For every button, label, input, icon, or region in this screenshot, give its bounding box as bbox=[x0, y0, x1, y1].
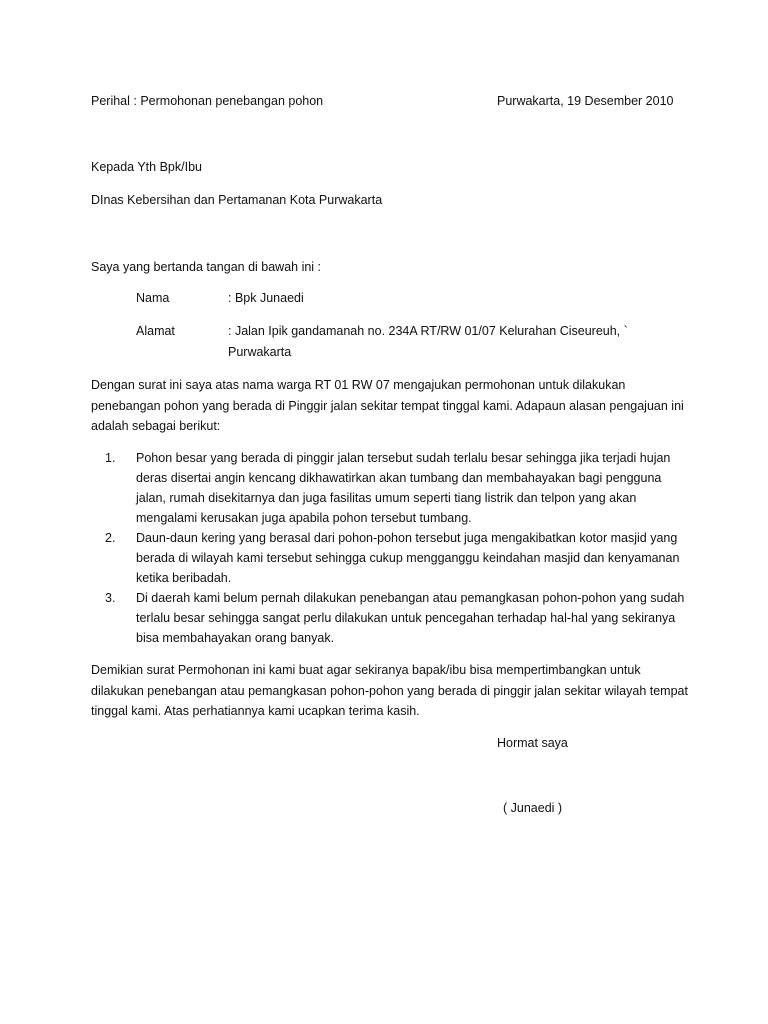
address-value-line1: : Jalan Ipik gandamanah no. 234A RT/RW 01/07 Kelurahan Ciseureuh, ` bbox=[228, 324, 628, 338]
list-item-text: Di daerah kami belum pernah dilakukan penebangan atau pemangkasan pohon-pohon yang sudah terlalu besar sehingga sangat perlu dilakukan untuk pencegahan terhadap hal-hal yang sekiranya bisa membahayakan orang banyak. bbox=[136, 591, 685, 645]
name-label: Nama bbox=[136, 291, 170, 305]
list-item bbox=[91, 528, 691, 588]
signature-name: ( Junaedi ) bbox=[503, 801, 563, 815]
closing-paragraph: Demikian surat Permohonan ini kami buat agar sekiranya bapak/ibu bisa mempertimbangkan untuk dilakukan penebangan atau pemangkasan pohon-pohon yang berada di pinggir jalan sekitar wilayah tempat tinggal kami. Atas perhatiannya kami ucapkan terima kasih. bbox=[91, 663, 688, 718]
address-value-line2: Purwakarta bbox=[228, 345, 292, 359]
name-value: : Bpk Junaedi bbox=[228, 291, 304, 305]
intro-line: Saya yang bertanda tangan di bawah ini : bbox=[91, 260, 322, 274]
list-item-text: Daun-daun kering yang berasal dari pohon-pohon tersebut juga mengakibatkan kotor masjid yang berada di wilayah kami tersebut sehingga cukup mengganggu keindahan masjid dan kenyamanan ketika beribadah. bbox=[136, 531, 680, 585]
body-paragraph: Dengan surat ini saya atas nama warga RT 01 RW 07 mengajukan permohonan untuk dilakukan penebangan pohon yang berada di Pinggir jalan sekitar tempat tinggal kami. Adapaun alasan pengajuan ini adalah sebagai berikut: bbox=[91, 378, 684, 433]
place-date: Purwakarta, 19 Desember 2010 bbox=[497, 94, 674, 108]
list-item-number: 3. bbox=[105, 591, 116, 605]
list-item bbox=[91, 448, 691, 528]
subject-line: Perihal : Permohonan penebangan pohon bbox=[91, 94, 324, 108]
regards-line: Hormat saya bbox=[497, 736, 568, 750]
list-item bbox=[91, 588, 691, 648]
recipient-greeting: Kepada Yth Bpk/Ibu bbox=[91, 160, 202, 174]
list-item-text: Pohon besar yang berada di pinggir jalan tersebut sudah terlalu besar sehingga jika terjadi hujan deras disertai angin kencang dikhawatirkan akan tumbang dan membahayakan bagi pengguna jalan, rumah disekitarnya dan juga fasilitas umum seperti tiang listrik dan telpon yang akan mengalami kerusakan juga apabila pohon tersebut tumbang. bbox=[136, 451, 671, 525]
list-item-number: 2. bbox=[105, 531, 116, 545]
address-label: Alamat bbox=[136, 324, 175, 338]
recipient-office: DInas Kebersihan dan Pertamanan Kota Purwakarta bbox=[91, 193, 383, 207]
reasons-list bbox=[91, 448, 691, 648]
list-item-number: 1. bbox=[105, 451, 116, 465]
